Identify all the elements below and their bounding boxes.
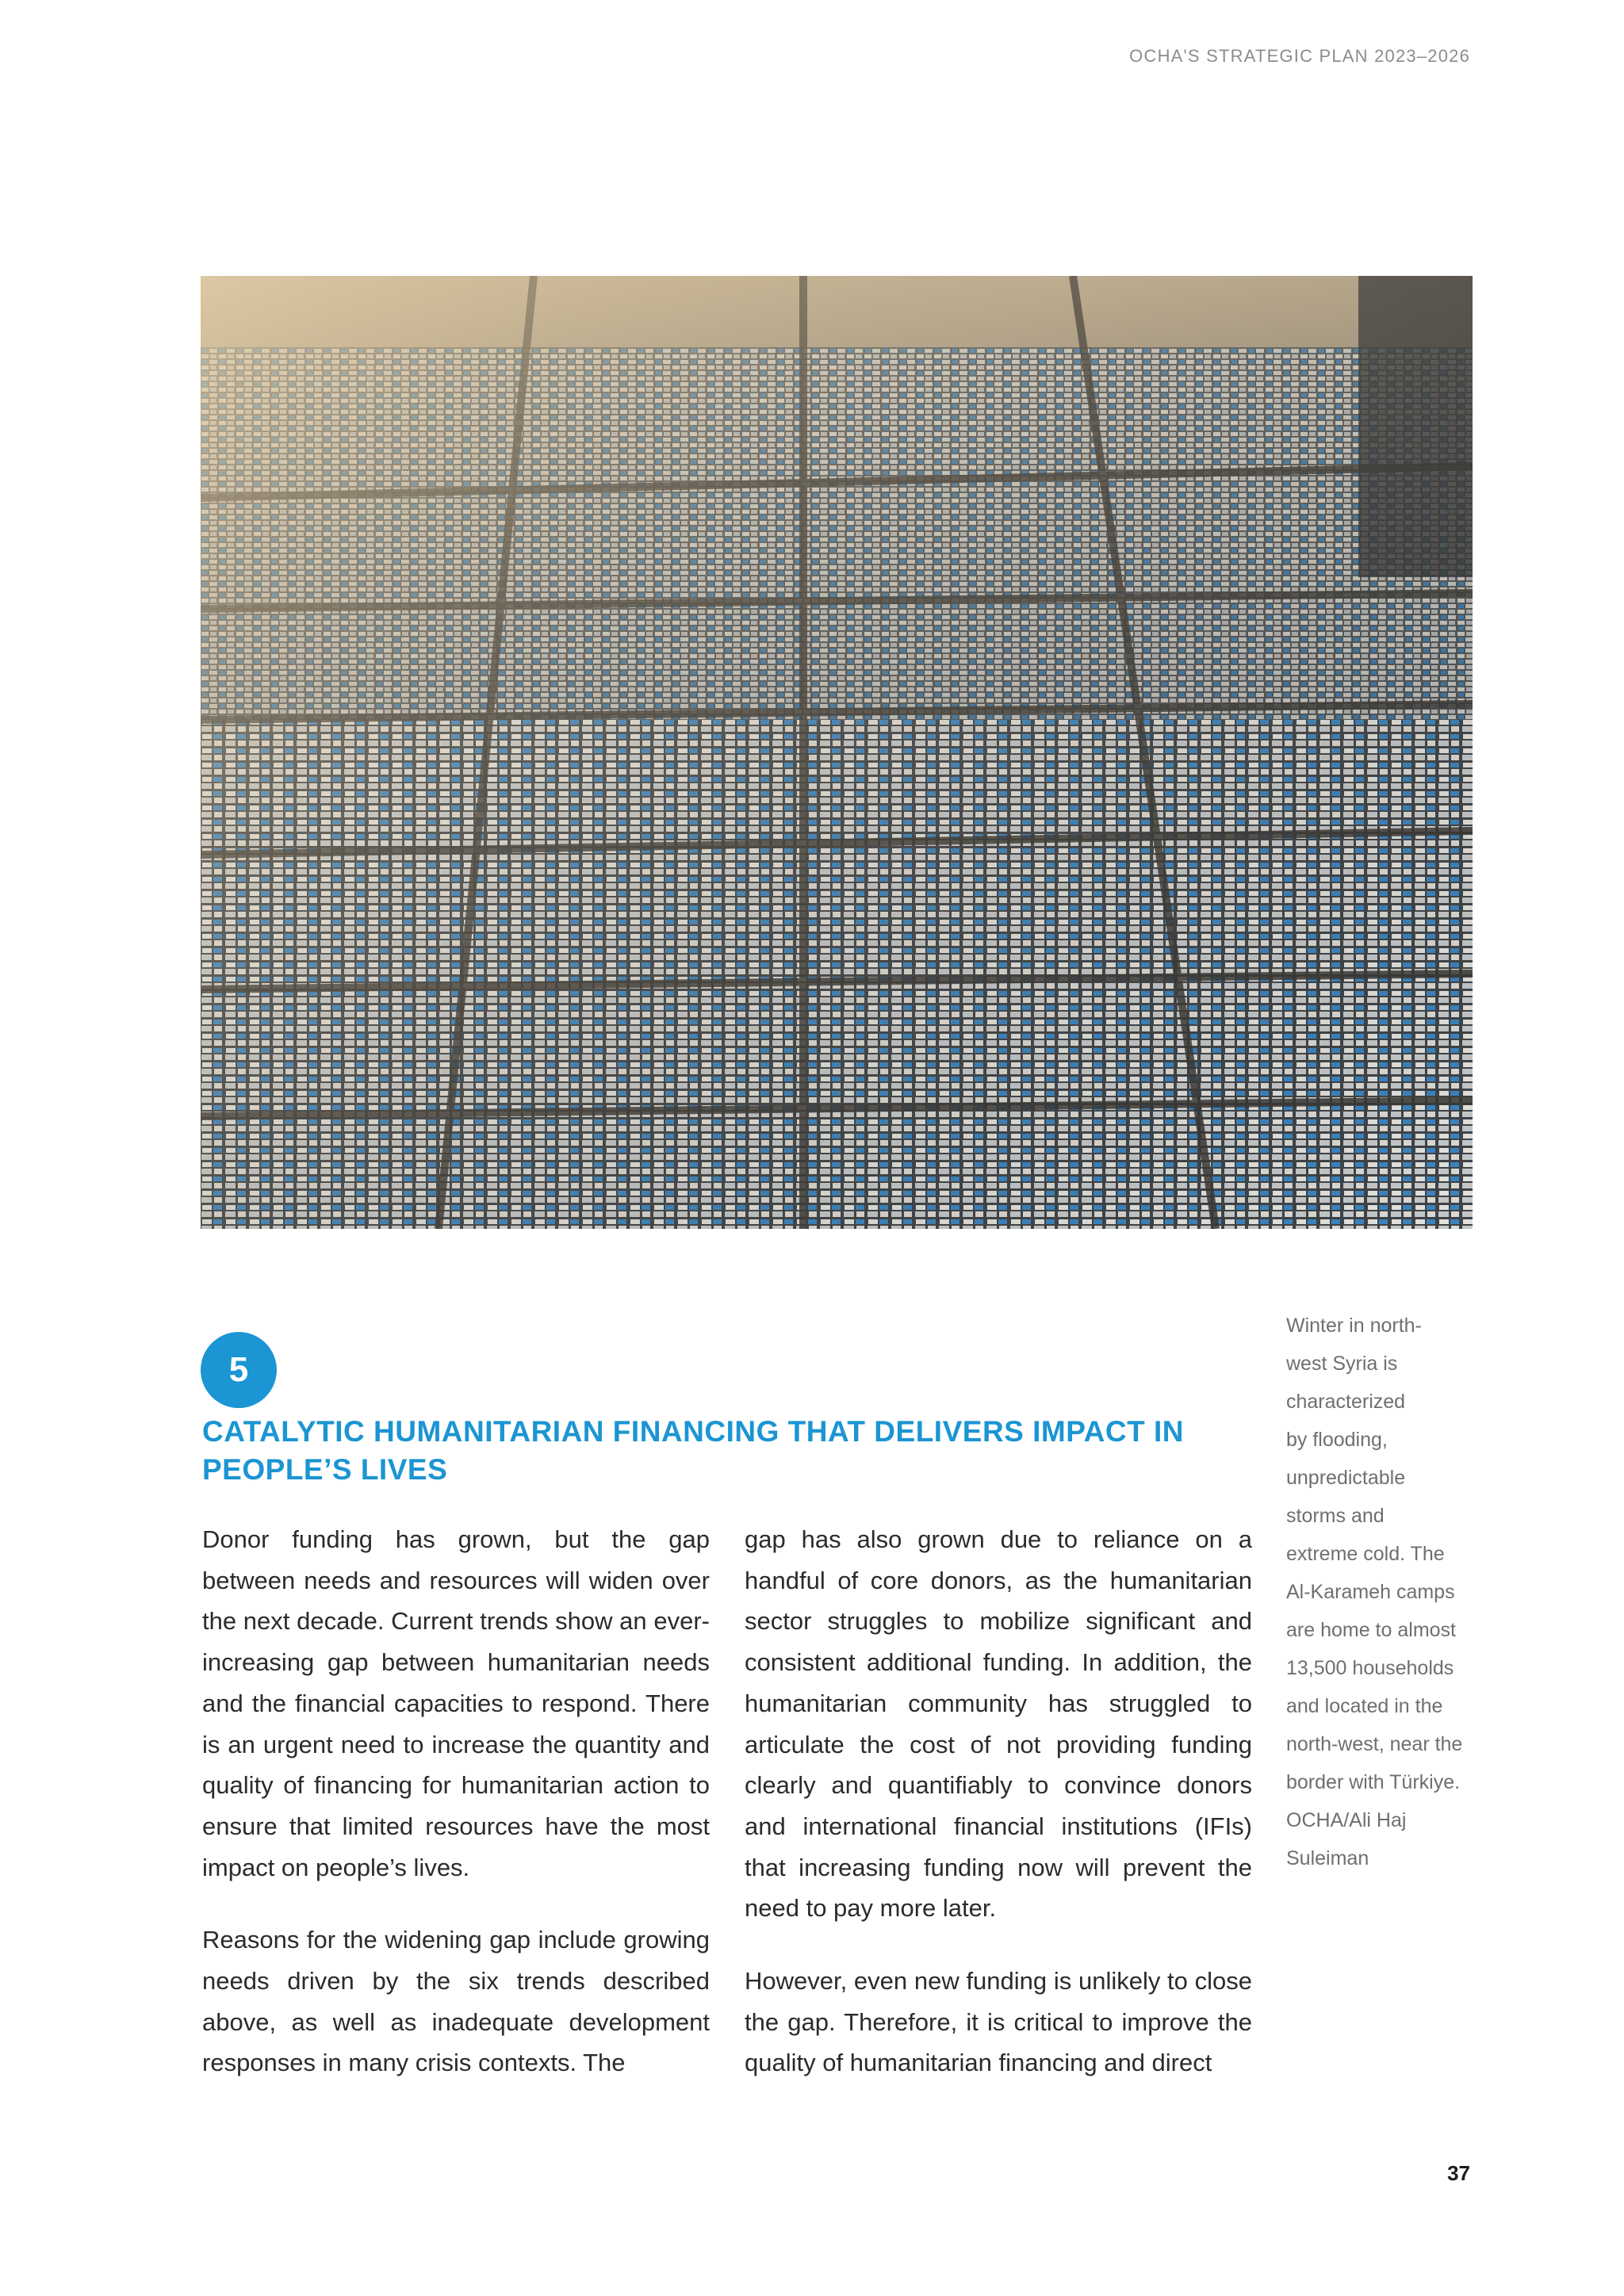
caption-line: by flooding, bbox=[1286, 1429, 1388, 1451]
caption-line: unpredictable bbox=[1286, 1467, 1406, 1489]
aerial-camp-photo bbox=[201, 276, 1473, 1229]
running-header: OCHA'S STRATEGIC PLAN 2023–2026 bbox=[1129, 46, 1470, 66]
caption-line: Suleiman bbox=[1286, 1847, 1369, 1869]
caption-line: are home to almost bbox=[1286, 1619, 1456, 1641]
caption-line: north-west, near the bbox=[1286, 1733, 1463, 1755]
body-column-left bbox=[202, 1519, 710, 2115]
caption-line: and located in the bbox=[1286, 1695, 1443, 1717]
caption-line: Winter in north- bbox=[1286, 1314, 1422, 1337]
body-column-right bbox=[745, 1519, 1252, 2115]
caption-line: 13,500 households bbox=[1286, 1657, 1454, 1679]
caption-line: OCHA/Ali Haj bbox=[1286, 1809, 1407, 1831]
body-paragraph: Donor funding has grown, but the gap between needs and resources will widen over the next decade. Current trends show an ever-increasing gap between humanitarian needs and the financial capacities to respond. There is an urgent need to increase the quantity and quality of financing for humanitarian action to ensure that limited resources have the most impact on people’s lives. bbox=[202, 1525, 710, 1881]
caption-line: Al-Karameh camps bbox=[1286, 1581, 1455, 1603]
photo-caption bbox=[1286, 1307, 1473, 1877]
caption-line: west Syria is bbox=[1286, 1353, 1398, 1375]
caption-line: extreme cold. The bbox=[1286, 1543, 1445, 1565]
caption-line: storms and bbox=[1286, 1505, 1385, 1527]
page-number: 37 bbox=[1447, 2161, 1470, 2185]
caption-line: characterized bbox=[1286, 1391, 1406, 1413]
body-paragraph: However, even new funding is unlikely to close the gap. Therefore, it is critical to improve the quality of humanitarian financing and direct bbox=[745, 1967, 1252, 2077]
section-title: CATALYTIC HUMANITARIAN FINANCING THAT DELIVERS IMPACT IN PEOPLE’S LIVES bbox=[202, 1415, 1184, 1486]
section-number-badge: 5 bbox=[201, 1332, 277, 1408]
caption-line: border with Türkiye. bbox=[1286, 1771, 1461, 1793]
body-paragraph: Reasons for the widening gap include growing needs driven by the six trends described above, as well as inadequate development responses in many crisis contexts. The bbox=[202, 1926, 710, 2077]
body-paragraph: gap has also grown due to reliance on a handful of core donors, as the humanitarian sector struggles to mobilize significant and consistent additional funding. In addition, the humanitarian community has struggled to articulate the cost of not providing funding clearly and quantifiably to convince donors and international financial institutions (IFIs) that increasing funding now will prevent the need to pay more later. bbox=[745, 1525, 1252, 1923]
